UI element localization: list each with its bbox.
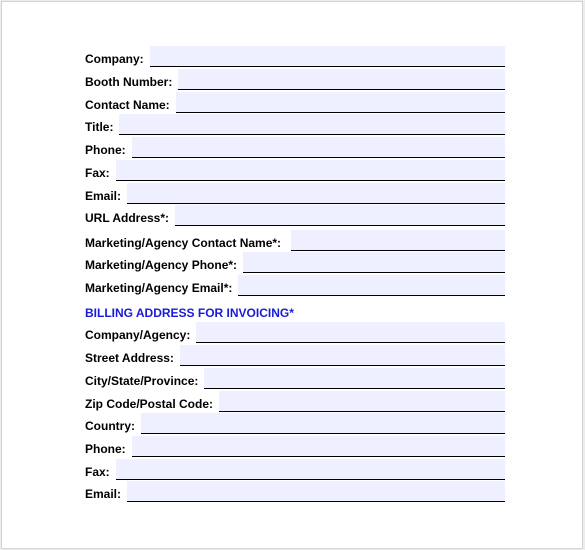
billing-fax-label: Fax:	[85, 465, 110, 479]
billing-zip-postal-code-field[interactable]	[219, 391, 505, 412]
title-row	[85, 113, 505, 135]
billing-country-row	[85, 412, 505, 434]
title-label: Title:	[85, 120, 114, 134]
marketing-email-row	[85, 274, 505, 296]
marketing-email-label: Marketing/Agency Email*:	[85, 281, 233, 295]
marketing-phone-label: Marketing/Agency Phone*:	[85, 258, 238, 272]
billing-fax-row	[85, 458, 505, 480]
billing-city-state-province-field[interactable]	[204, 368, 505, 389]
billing-company-agency-field[interactable]	[196, 322, 505, 343]
billing-company-agency-row	[85, 321, 505, 343]
marketing-contact-name-label: Marketing/Agency Contact Name*:	[85, 236, 282, 250]
contact-name-row	[85, 91, 505, 113]
url-address-row	[85, 204, 505, 226]
billing-email-row	[85, 480, 505, 502]
marketing-contact-name-row	[85, 229, 505, 251]
title-field[interactable]	[119, 114, 505, 135]
billing-zip-postal-code-row	[85, 390, 505, 412]
billing-street-address-field[interactable]	[180, 345, 505, 366]
fax-label: Fax:	[85, 166, 110, 180]
billing-street-address-row	[85, 344, 505, 366]
billing-section-heading: BILLING ADDRESS FOR INVOICING*	[85, 306, 294, 320]
email-row	[85, 182, 505, 204]
email-label: Email:	[85, 189, 122, 203]
billing-city-state-province-row	[85, 367, 505, 389]
email-field[interactable]	[127, 183, 505, 204]
company-label: Company:	[85, 52, 144, 66]
form-page	[1, 1, 583, 549]
marketing-contact-name-field[interactable]	[291, 230, 505, 251]
company-field[interactable]	[150, 46, 505, 67]
phone-field[interactable]	[132, 137, 505, 158]
booth-number-row	[85, 68, 505, 90]
billing-email-label: Email:	[85, 487, 122, 501]
billing-fax-field[interactable]	[116, 459, 505, 480]
billing-phone-field[interactable]	[132, 436, 505, 457]
marketing-phone-row	[85, 251, 505, 273]
billing-city-state-province-label: City/State/Province:	[85, 374, 199, 388]
billing-company-agency-label: Company/Agency:	[85, 328, 191, 342]
booth-number-field[interactable]	[178, 69, 505, 90]
billing-phone-label: Phone:	[85, 442, 126, 456]
marketing-email-field[interactable]	[238, 275, 505, 296]
contact-name-label: Contact Name:	[85, 98, 170, 112]
billing-phone-row	[85, 435, 505, 457]
billing-country-field[interactable]	[141, 413, 505, 434]
phone-label: Phone:	[85, 143, 126, 157]
fax-field[interactable]	[116, 160, 505, 181]
booth-number-label: Booth Number:	[85, 75, 173, 89]
phone-row	[85, 136, 505, 158]
fax-row	[85, 159, 505, 181]
billing-email-field[interactable]	[127, 481, 505, 502]
billing-street-address-label: Street Address:	[85, 351, 174, 365]
contact-name-field[interactable]	[176, 92, 505, 113]
billing-zip-postal-code-label: Zip Code/Postal Code:	[85, 397, 214, 411]
url-address-label: URL Address*:	[85, 211, 170, 225]
url-address-field[interactable]	[175, 205, 505, 226]
marketing-phone-field[interactable]	[243, 252, 505, 273]
company-row	[85, 45, 505, 67]
billing-country-label: Country:	[85, 419, 135, 433]
